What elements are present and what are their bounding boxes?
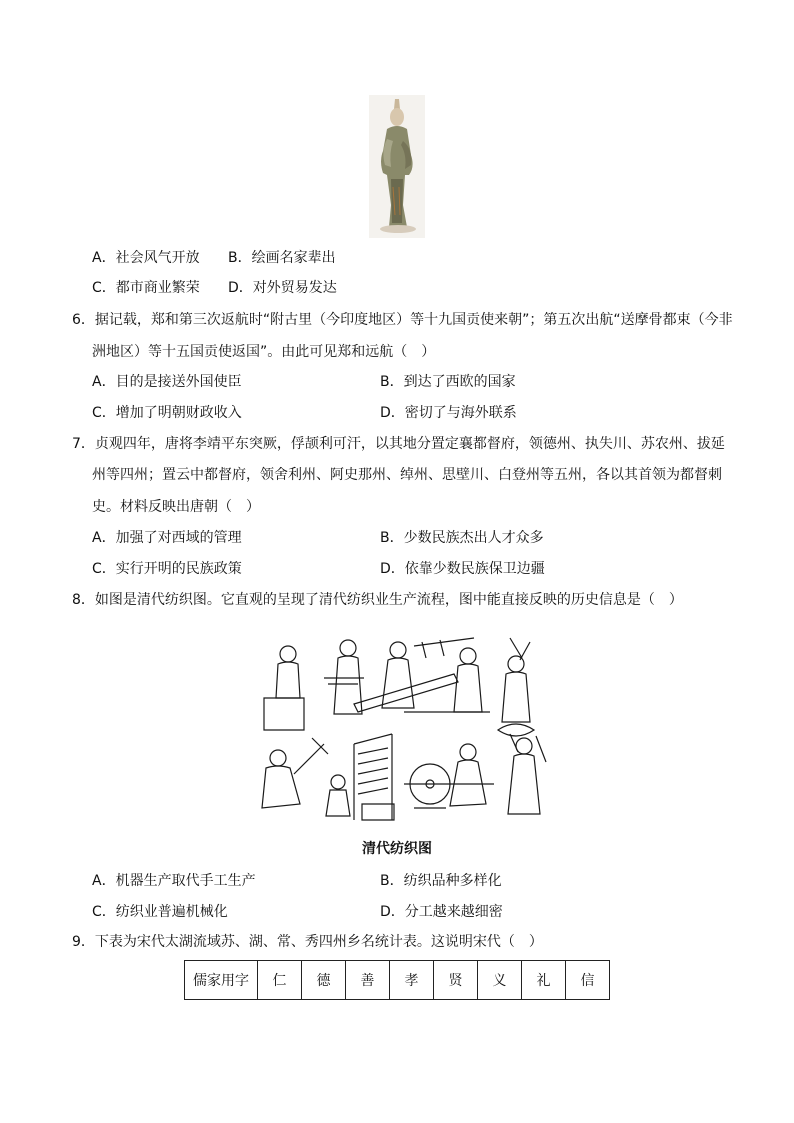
q7-option-d: D．依靠少数民族保卫边疆 [380,561,545,577]
q7-option-b: B．少数民族杰出人才众多 [380,530,544,546]
table-cell: 礼 [522,961,566,1000]
q8-option-b: B．纺织品种多样化 [380,873,502,889]
table-cell: 善 [346,961,390,1000]
q8-option-d: D．分工越来越细密 [380,904,503,920]
table-header-cell: 儒家用字 [185,961,258,1000]
table-cell: 仁 [258,961,302,1000]
figurine-image [369,95,425,238]
textile-illustration [254,634,548,828]
q7-stem-line2: 州等四州；置云中都督府，领舍利州、阿史那州、绰州、思壁川、白登州等五州，各以其首领为都督刺 [92,467,722,483]
table-cell: 德 [302,961,346,1000]
q8-stem-line1: 8．如图是清代纺织图。它直观的呈现了清代纺织业生产流程，图中能直接反映的历史信息是（ ） [72,592,683,608]
q7-option-c: C．实行开明的民族政策 [92,561,242,577]
q7-option-a: A．加强了对西域的管理 [92,530,242,546]
q6-stem-line2: 洲地区）等十五国贡使返国”。由此可见郑和远航（ ） [92,344,436,360]
table-cell: 义 [478,961,522,1000]
q6-option-c: C．增加了明朝财政收入 [92,405,242,421]
village-name-table [184,960,610,1000]
q5-option-c: C．都市商业繁荣 [92,280,200,296]
table-cell: 信 [566,961,610,1000]
q6-option-d: D．密切了与海外联系 [380,405,517,421]
table-cell: 贤 [434,961,478,1000]
q8-option-c: C．纺织业普遍机械化 [92,904,228,920]
q5-option-b: B．绘画名家辈出 [228,250,336,266]
q5-option-d: D．对外贸易发达 [228,280,337,296]
table-row [185,961,610,1000]
illustration-caption: 清代纺织图 [362,841,432,857]
q7-stem-line3: 史。材料反映出唐朝（ ） [92,499,260,515]
q5-option-a: A．社会风气开放 [92,250,200,266]
q9-stem-line1: 9．下表为宋代太湖流域苏、湖、常、秀四州乡名统计表。这说明宋代（ ） [72,934,543,950]
q6-option-b: B．到达了西欧的国家 [380,374,516,390]
q8-option-a: A．机器生产取代手工生产 [92,873,256,889]
q7-stem-line1: 7．贞观四年，唐将李靖平东突厥，俘颉利可汗，以其地分置定襄都督府，领德州、执失川、苏农州、拔延 [72,436,725,452]
q6-stem-line1: 6．据记载，郑和第三次返航时“附古里（今印度地区）等十九国贡使来朝”；第五次出航“送摩骨都束（今非 [72,312,733,328]
q6-option-a: A．目的是接送外国使臣 [92,374,242,390]
table-cell: 孝 [390,961,434,1000]
